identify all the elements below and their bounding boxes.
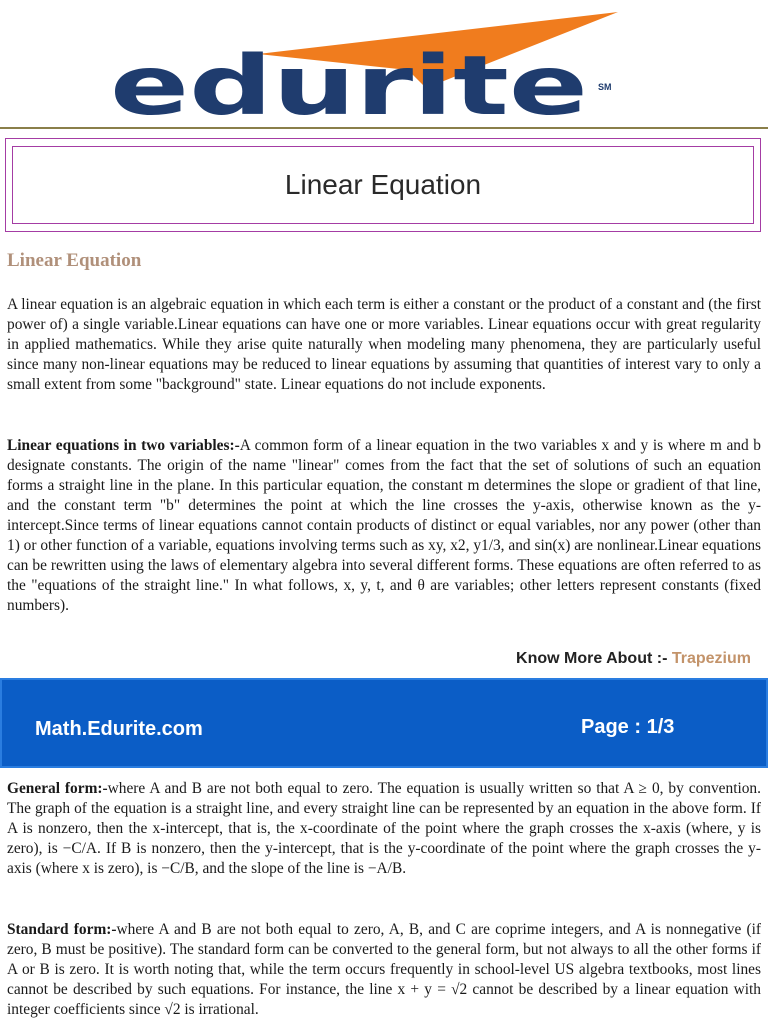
- general-form-text: where A and B are not both equal to zero. The equation is usually written so that A ≥ 0, by convention. The graph of the equation is a straight line, and every straight line can be represented by an equation in the above form. If A is nonzero, then the x-intercept, that is, the x-coordinate of the point where the graph crosses the x-axis (where, y is zero), is −C/A. If B is nonzero, then the y-intercept, that is the y-coordinate of the point where the graph crosses the y-axis (where x is zero), is −C/B, and the slope of the line is −A/B.: [7, 780, 761, 877]
- two-variables-text: A common form of a linear equation in the two variables x and y is where m and b designate constants. The origin of the name "linear" comes from the fact that the set of solutions of such an equation forms a straight line in the plane. In this particular equation, the constant m determines the slope or gradient of that line, and the constant term "b" determines the point at which the line crosses the y-axis, otherwise known as the y-intercept.Since terms of linear equations cannot contain products of distinct or equal variables, nor any power (other than 1) or other function of a variable, equations involving terms such as xy, x2, y1/3, and sin(x) are nonlinear.Linear equations can be rewritten using the laws of elementary algebra into several different forms. These equations are often referred to as the "equations of the straight line." In what follows, x, y, t, and θ are variables; other letters represent constants (fixed numbers).: [7, 437, 761, 614]
- edurite-logo[interactable]: [108, 6, 646, 122]
- standard-form-text: where A and B are not both equal to zero, A, B, and C are coprime integers, and A is nonnegative (if zero, B must be positive). The standard form can be converted to the general form, but not always to all the other forms if A or B is zero. It is worth noting that, while the term occurs frequently in school-level US algebra textbooks, most lines cannot be described by such equations. For instance, the line x + y = √2 cannot be described by a linear equation with integer coefficients since √2 is irrational.: [7, 921, 762, 1018]
- standard-form-label: Standard form:-: [7, 921, 117, 938]
- page-title: Linear Equation: [284, 169, 482, 200]
- logo-wordmark: edurite: [110, 39, 588, 122]
- edurite-logo-graphic: [108, 6, 646, 122]
- two-variables-label: Linear equations in two variables:-: [7, 437, 240, 454]
- logo-service-mark: SM: [598, 82, 612, 92]
- page-indicator: Page : 1/3: [581, 716, 675, 738]
- title-box-inner: [12, 146, 754, 224]
- two-variables-paragraph: [7, 436, 761, 616]
- know-more: [516, 650, 751, 668]
- header-divider: [0, 127, 768, 129]
- intro-paragraph: A linear equation is an algebraic equation in which each term is either a constant or the product of a constant and (the first power of) a single variable.Linear equations can have one or more variables. Linear equations occur with great regularity in applied mathematics. While they arise quite naturally when modeling many phenomena, they are particularly useful since many non-linear equations may be reduced to linear equations by assuming that quantities of interest vary to only a small extent from some "background" state. Linear equations do not include exponents.: [7, 296, 761, 393]
- standard-form-paragraph: [7, 920, 761, 1020]
- know-more-label: Know More About :-: [516, 650, 668, 667]
- footer-banner: [0, 678, 768, 768]
- general-form-paragraph: [7, 779, 761, 879]
- general-form-label: General form:-: [7, 780, 108, 797]
- trapezium-link[interactable]: Trapezium: [671, 650, 751, 667]
- section-heading: Linear Equation: [7, 250, 142, 271]
- site-link[interactable]: Math.Edurite.com: [35, 718, 203, 740]
- title-box: [5, 138, 761, 232]
